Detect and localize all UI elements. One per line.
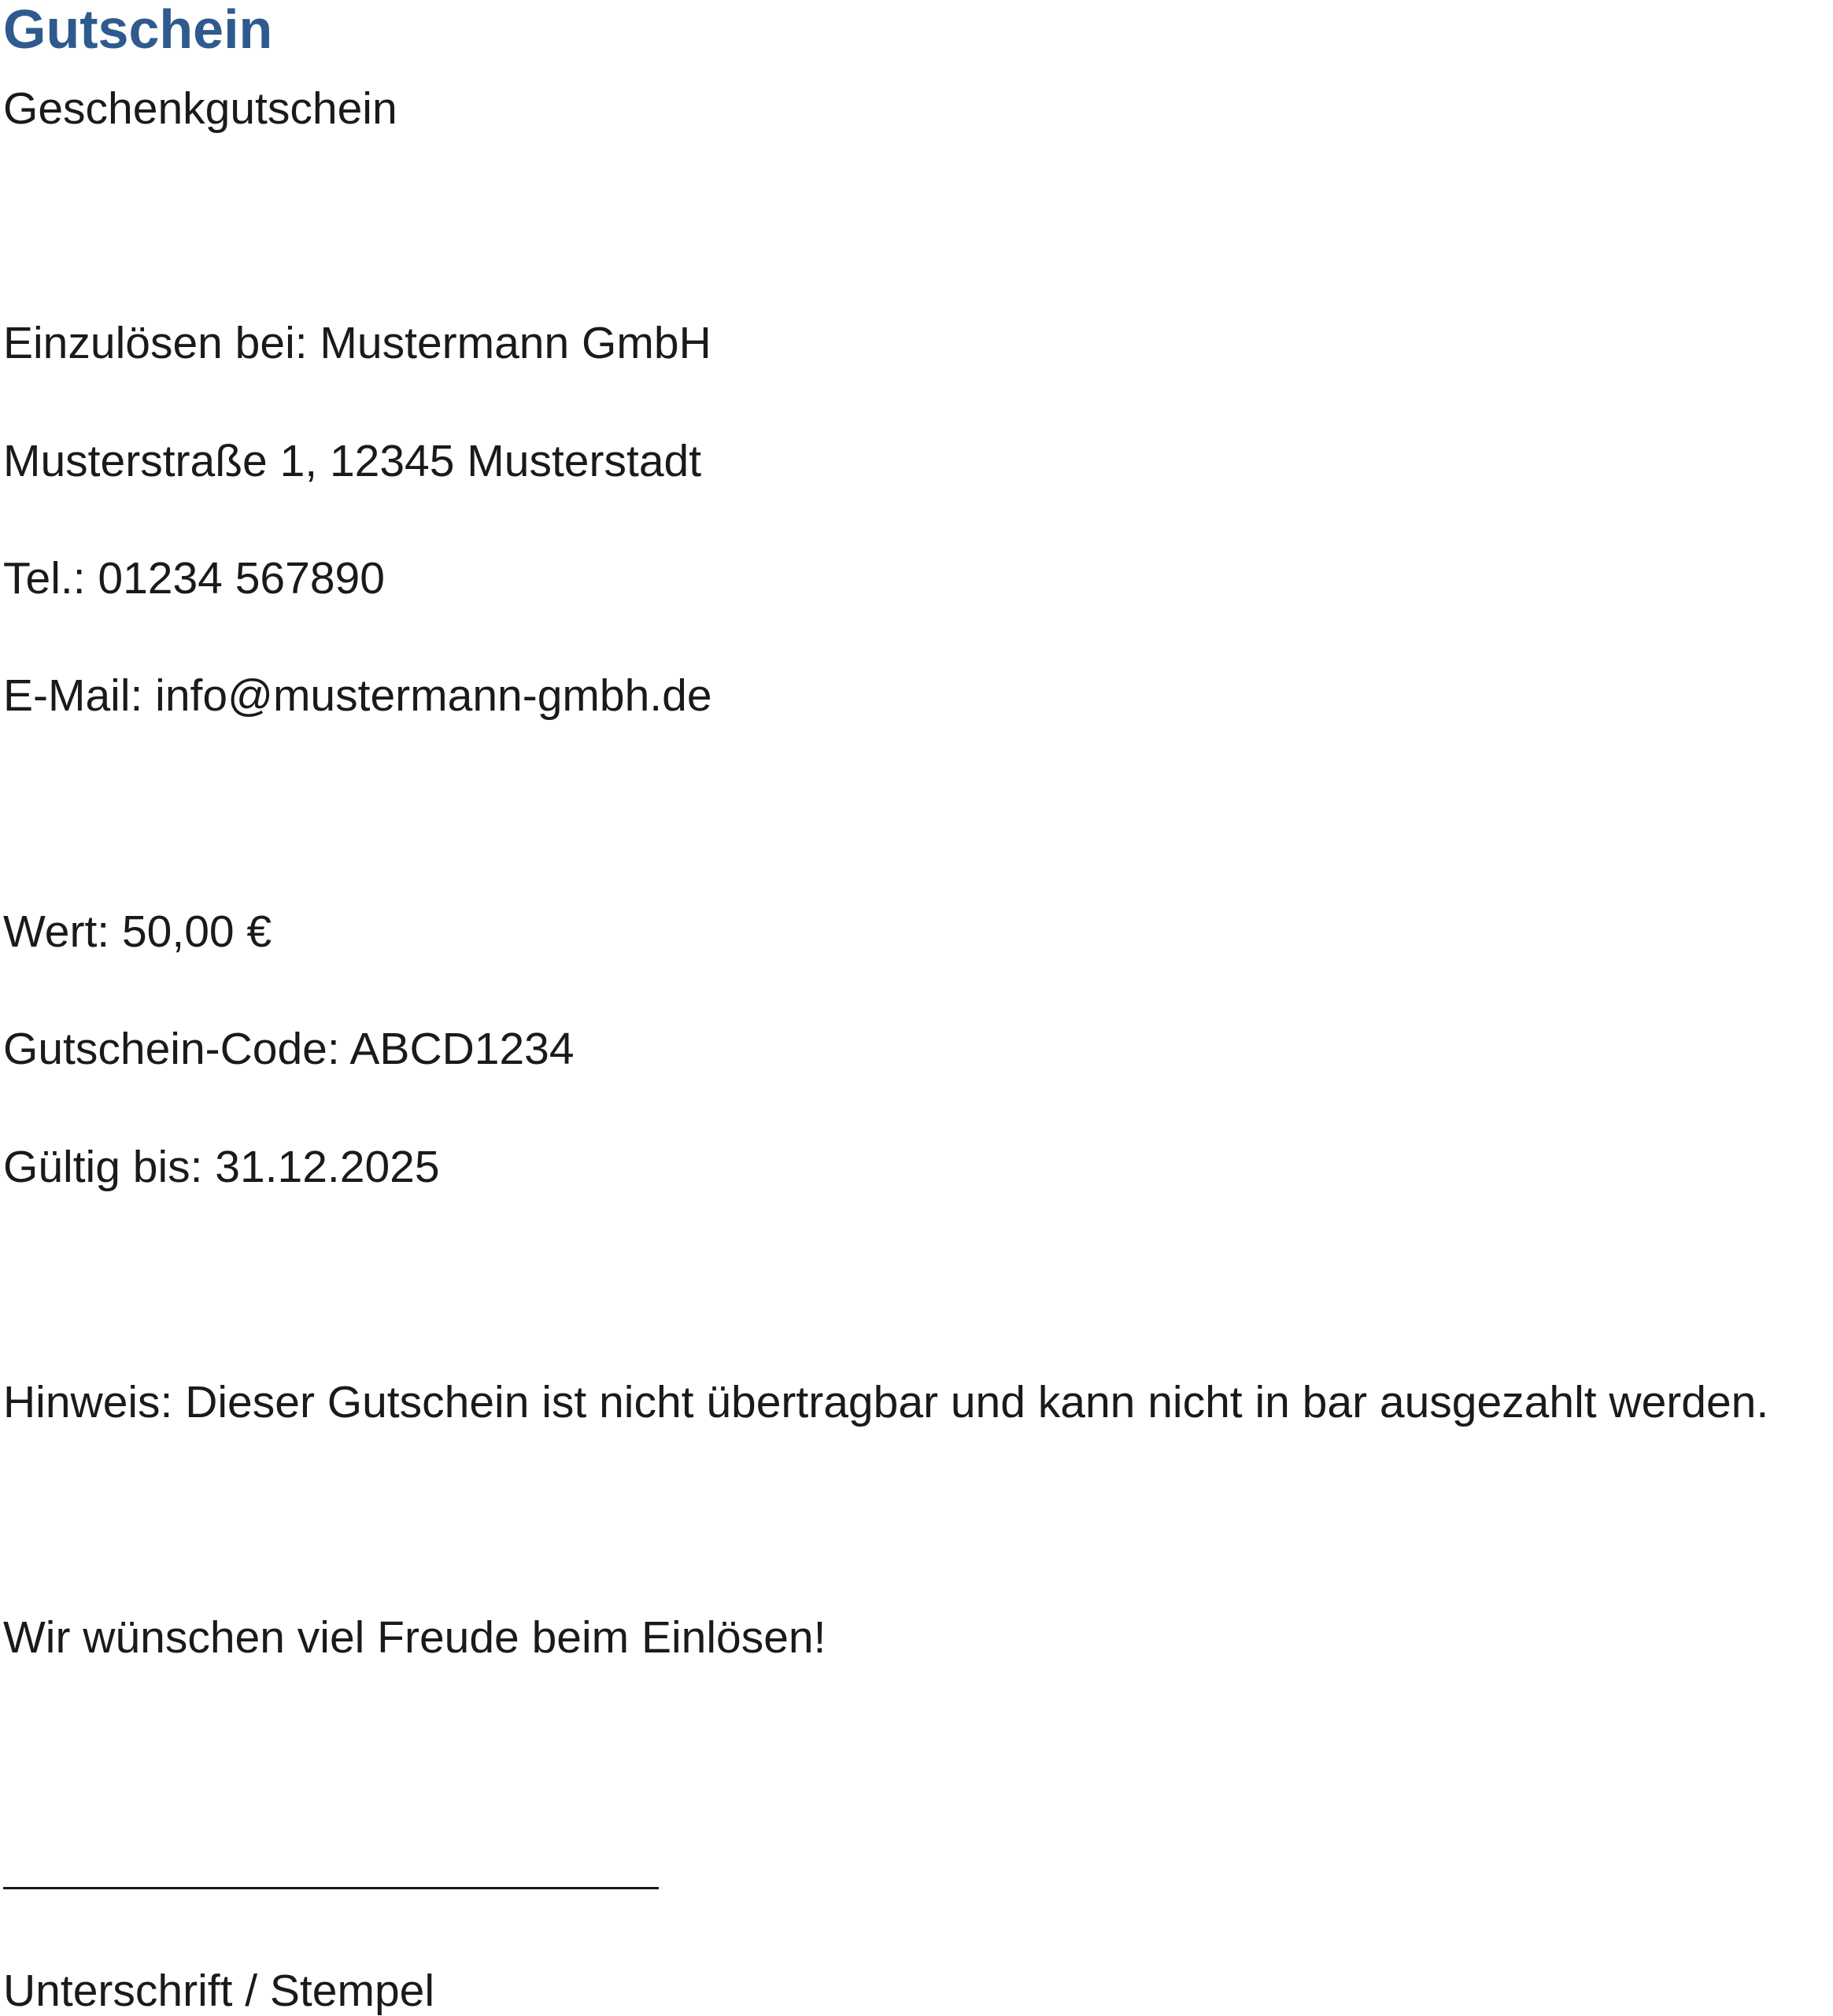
signature-line — [3, 1887, 659, 1889]
shop-phone: Tel.: 01234 567890 — [3, 553, 385, 604]
document-title: Gutschein — [3, 0, 273, 60]
voucher-code: Gutschein-Code: ABCD1234 — [3, 1024, 575, 1074]
redeem-location: Einzulösen bei: Mustermann GmbH — [3, 318, 711, 368]
document-subtitle: Geschenkgutschein — [3, 83, 397, 134]
signature-label: Unterschrift / Stempel — [3, 1966, 435, 2016]
voucher-note: Hinweis: Dieser Gutschein ist nicht übertragbar und kann nicht in bar ausgezahlt werden. — [3, 1377, 1769, 1427]
closing-text: Wir wünschen viel Freude beim Einlösen! — [3, 1612, 826, 1663]
voucher-valid-until: Gültig bis: 31.12.2025 — [3, 1142, 440, 1192]
voucher-value: Wert: 50,00 € — [3, 906, 272, 957]
shop-email: E-Mail: info@mustermann-gmbh.de — [3, 670, 712, 721]
shop-address: Musterstraße 1, 12345 Musterstadt — [3, 436, 702, 486]
